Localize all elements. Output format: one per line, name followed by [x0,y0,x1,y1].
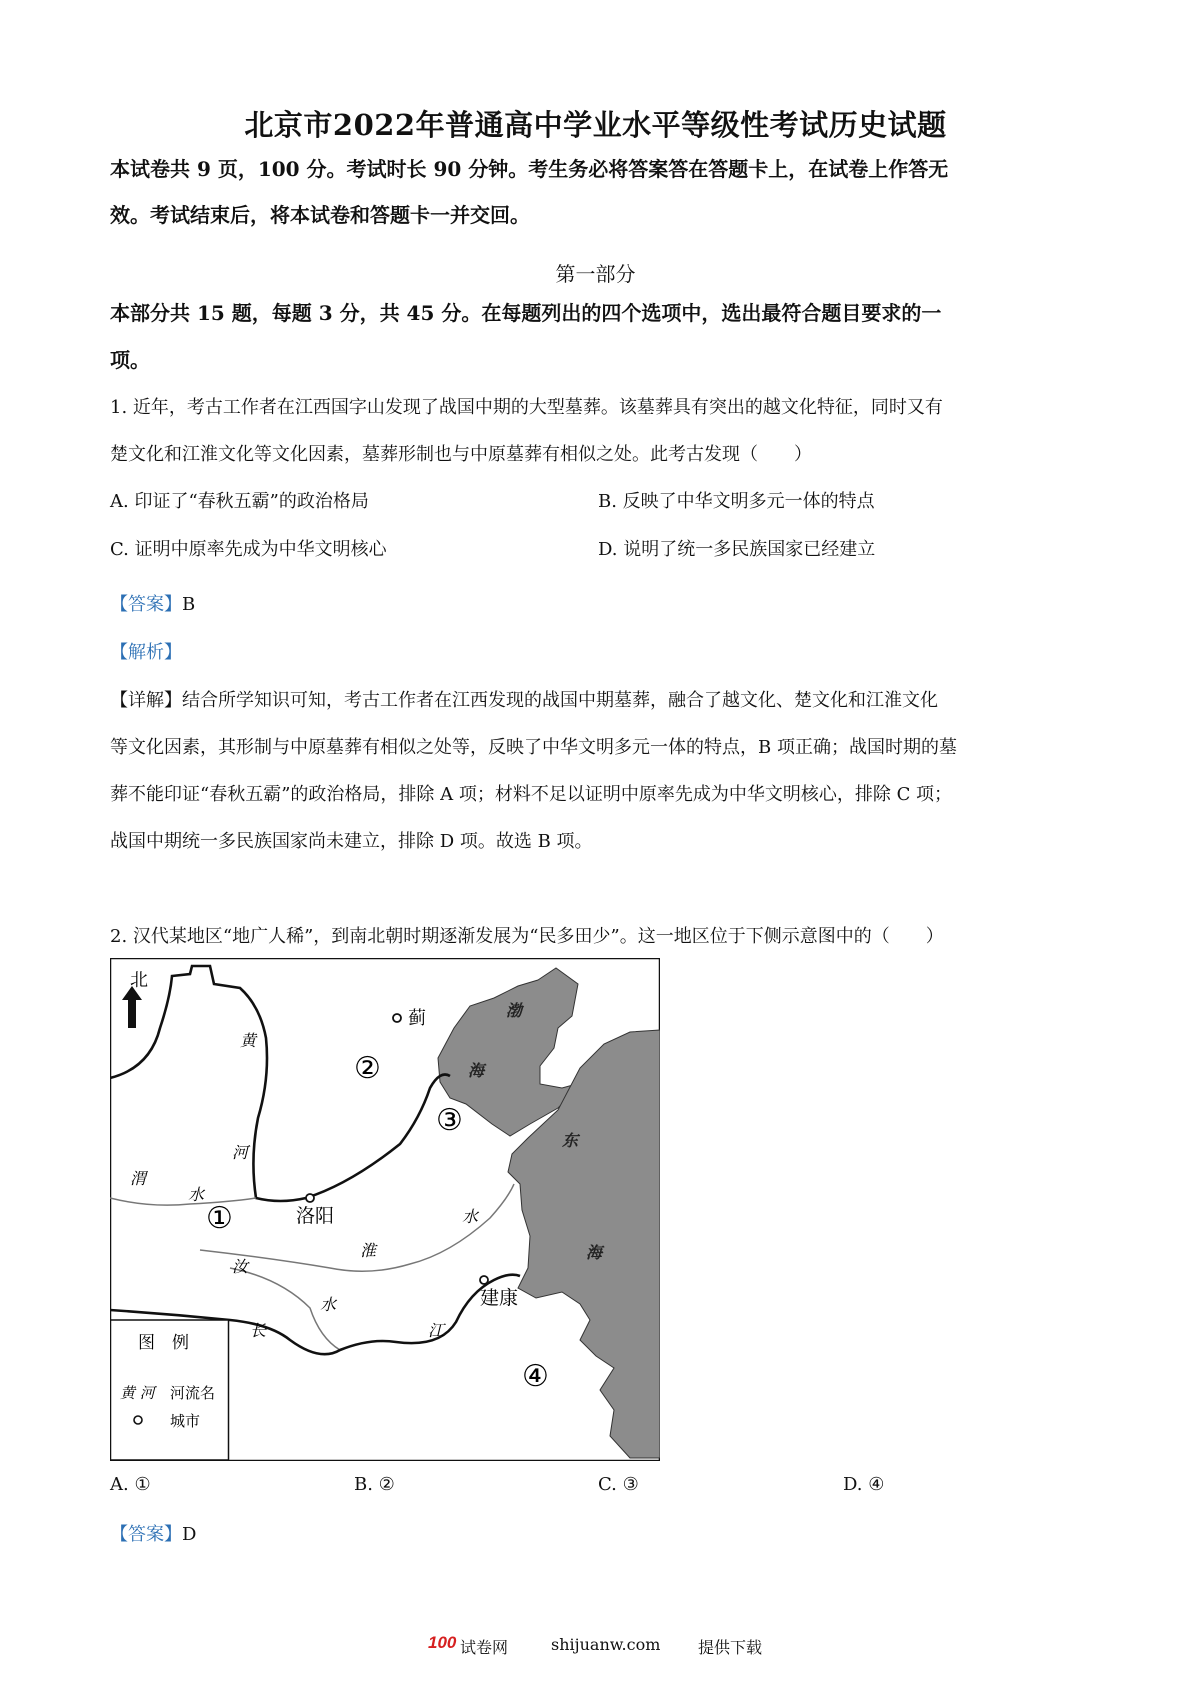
city-jiankang-dot [480,1276,488,1284]
q1-analysis-label: 【解析】 [110,642,182,663]
legend-city-text: 城市 [170,1412,201,1430]
marker-1: ① [206,1201,233,1236]
detail-label: 【详解】 [110,690,182,711]
answer-label: 【答案】 [110,1524,182,1545]
footer-site-link[interactable]: shijuanw.com [551,1635,661,1654]
footer-logo-text: 试卷网 [460,1638,509,1657]
q1-stem-line-2: 楚文化和江淮文化等文化因素，墓葬形制也与中原墓葬有相似之处。此考古发现（ ） [110,444,812,465]
detail-text: 结合所学知识可知，考古工作者在江西发现的战国中期墓葬，融合了越文化、楚文化和江淮文化 [182,690,938,711]
q1-detail-line-1 [110,686,1105,712]
ru-label-1: 汝 [232,1257,249,1276]
q2-option-d: D. ④ [843,1474,885,1495]
marker-4: ④ [522,1359,549,1394]
chang-label-2: 江 [428,1321,445,1340]
q1-detail-line-3: 葬不能印证“春秋五霸”的政治格局，排除 A 项；材料不足以证明中原率先成为中华文明核心，排除 C 项； [110,784,953,805]
huang-label-2: 河 [232,1143,249,1162]
wei-label-1: 渭 [130,1169,147,1188]
q1-detail-line-2: 等文化因素，其形制与中原墓葬有相似之处等，反映了中华文明多元一体的特点，B 项正确；战国时期的墓 [110,737,957,758]
ru-label-2: 水 [320,1295,337,1314]
city-ji-dot [393,1014,401,1022]
q1-answer [110,590,195,616]
legend-city-dot [134,1416,142,1424]
legend-title: 图 例 [138,1333,189,1353]
history-map [110,958,660,1461]
q1-detail-line-4: 战国中期统一多民族国家尚未建立，排除 D 项。故选 B 项。 [110,831,593,852]
q2-option-a: A. ① [110,1474,151,1495]
footer-download: 提供下载 [698,1638,763,1657]
legend-river-sample: 黄 河 [120,1384,155,1402]
part-intro-line-1: 本部分共 15 题，每题 3 分，共 45 分。在每题列出的四个选项中，选出最符合题目要求的一 [110,301,942,325]
page-title: 北京市2022年普通高中学业水平等级性考试历史试题 [244,108,947,142]
footer-logo-icon: 100 [428,1633,457,1652]
q1-stem-line-1: 1. 近年，考古工作者在江西国字山发现了战国中期的大型墓葬。该墓葬具有突出的越文化特征，同时又有 [110,397,943,418]
donghai-label-1: 东 [562,1131,579,1150]
q2-answer [110,1520,196,1546]
huang-label-1: 黄 [240,1031,257,1050]
city-luoyang: 洛阳 [296,1205,335,1227]
answer-label: 【答案】 [110,594,182,615]
donghai-label-2: 海 [586,1243,603,1262]
north-label: 北 [130,970,148,991]
q1-option-a: A. 印证了“春秋五霸”的政治格局 [110,491,369,512]
marker-3: ③ [436,1103,463,1138]
wei-label-2: 水 [188,1185,205,1204]
bohai-label-2: 海 [468,1061,485,1080]
part-intro-line-2: 项。 [110,348,150,372]
huai-label-1: 淮 [360,1241,377,1260]
chang-label-1: 长 [250,1321,267,1340]
q2-stem: 2. 汉代某地区“地广人稀”，到南北朝时期逐渐发展为“民多田少”。这一地区位于下侧示意图中的（ ） [110,926,944,947]
city-luoyang-dot [306,1194,314,1202]
q1-option-c: C. 证明中原率先成为中华文明核心 [110,539,387,560]
q1-option-d: D. 说明了统一多民族国家已经建立 [598,539,876,560]
q2-option-c: C. ③ [598,1474,639,1495]
bohai-label-1: 渤 [506,1001,523,1020]
city-jiankang: 建康 [480,1287,519,1309]
q2-option-b: B. ② [354,1474,395,1495]
legend-river-text: 河流名 [170,1384,216,1402]
city-ji: 蓟 [408,1008,426,1029]
intro-line-2: 效。考试结束后，将本试卷和答题卡一并交回。 [110,203,530,227]
q1-option-b: B. 反映了中华文明多元一体的特点 [598,491,875,512]
huai-label-2: 水 [462,1207,479,1226]
part-title: 第一部分 [555,262,636,286]
answer-value: D [182,1524,197,1545]
intro-line-1: 本试卷共 9 页，100 分。考试时长 90 分钟。考生务必将答案答在答题卡上，在试卷上作答无 [110,157,949,181]
answer-value: B [182,594,196,615]
marker-2: ② [354,1051,381,1086]
